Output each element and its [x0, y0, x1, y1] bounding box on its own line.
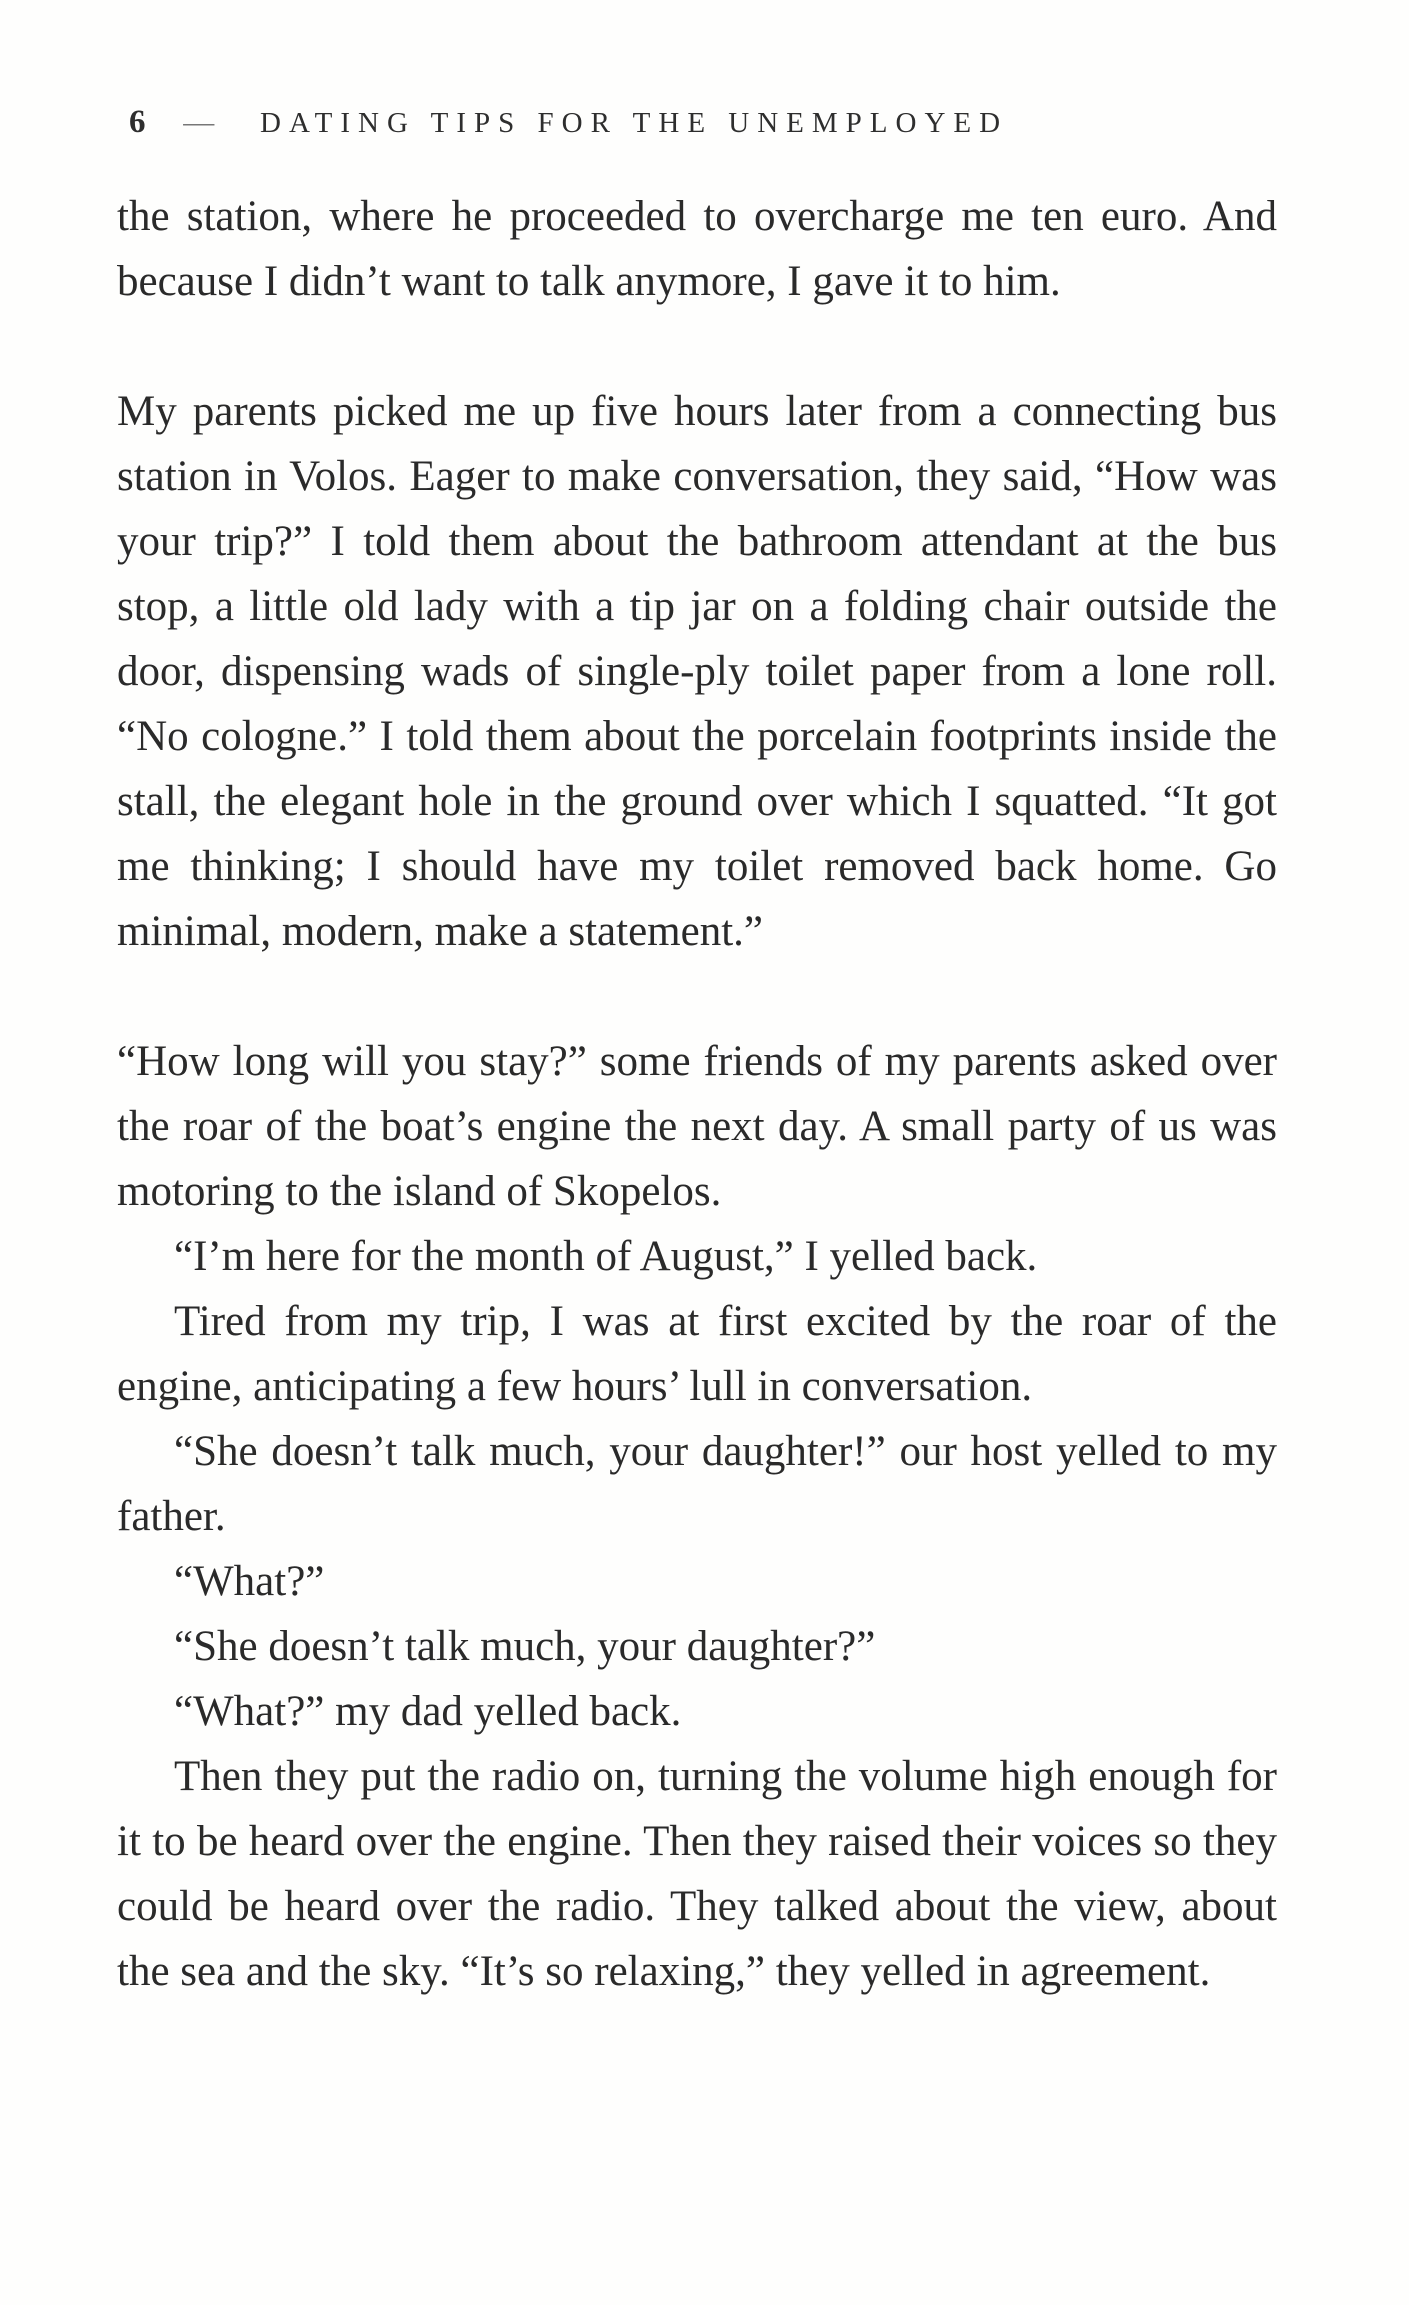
paragraph-8: “She doesn’t talk much, your daughter?”: [174, 1623, 876, 1670]
paragraph-3: “How long will you stay?” some friends of my parents asked over the roar of the boat’s engine the next day. A small party of us was motoring to the island of Skopelos.: [117, 1038, 1277, 1215]
body-text: [117, 184, 1277, 2004]
paragraph-9: “What?” my dad yelled back.: [174, 1688, 682, 1735]
paragraph-1: the station, where he proceeded to overcharge me ten euro. And because I didn’t want to talk anymore, I gave it to him.: [117, 193, 1277, 305]
paragraph-2: My parents picked me up five hours later from a connecting bus station in Volos. Eager to make conversation, they said, “How was your trip?” I told them about the bathroom attendant at the bus stop, a little old lady with a tip jar on a folding chair outside the door, dispensing wads of single-ply toilet paper from a lone roll. “No cologne.” I told them about the porcelain footprints inside the stall, the elegant hole in the ground over which I squatted. “It got me thinking; I should have my toilet removed back home. Go minimal, modern, make a statement.”: [117, 388, 1277, 955]
paragraph-6: “She doesn’t talk much, your daughter!” our host yelled to my father.: [117, 1428, 1277, 1540]
header-separator: —: [183, 104, 215, 139]
paragraph-5: Tired from my trip, I was at first excited by the roar of the engine, anticipating a few hours’ lull in conversation.: [117, 1298, 1277, 1410]
book-title: DATING TIPS FOR THE UNEMPLOYED: [260, 107, 1009, 139]
running-head: [129, 98, 1008, 147]
paragraph-10: Then they put the radio on, turning the volume high enough for it to be heard over the engine. Then they raised their voices so they could be heard over the radio. They talked about the view, about the sea and the sky. “It’s so relaxing,” they yelled in agreement.: [117, 1753, 1277, 1995]
paragraph-4: “I’m here for the month of August,” I yelled back.: [174, 1233, 1038, 1280]
page-number: 6: [129, 104, 146, 140]
paragraph-7: “What?”: [174, 1558, 325, 1605]
